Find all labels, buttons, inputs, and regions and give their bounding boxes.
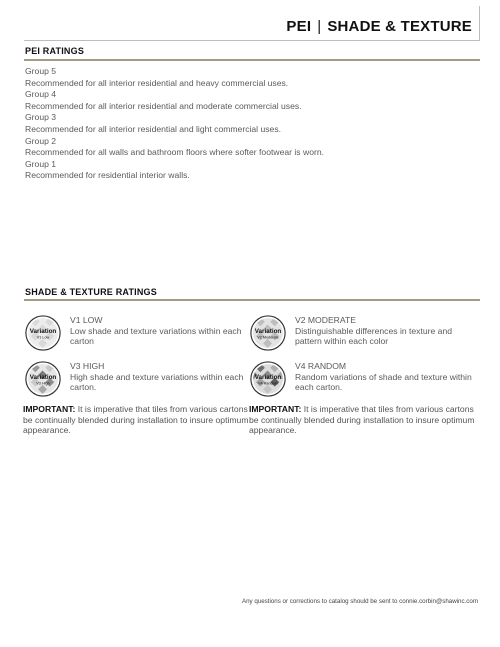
variation-name: V2 MODERATE [295,315,356,325]
page-title-shade-texture: SHADE & TEXTURE [327,18,472,35]
variation-v3-high-icon [25,361,61,397]
shade-texture-ratings-heading: SHADE & TEXTURE RATINGS [25,287,157,297]
variation-v1-low-icon [25,315,61,351]
important-label: IMPORTANT: [249,404,302,414]
pei-group-description: Recommended for residential interior walls. [25,170,190,181]
pei-group-5 [25,66,475,89]
variation-description: Low shade and texture variations within each carton [70,325,242,347]
page-header [0,0,500,42]
pei-group-name: Group 2 [25,135,57,146]
page-title-pei: PEI [286,18,312,35]
variation-icon-label: Variation [29,328,57,335]
page-title-separator: | [317,18,322,35]
pei-group-description: Recommended for all interior residential and moderate commercial uses. [25,100,302,111]
variation-text [295,315,475,347]
pei-ratings-list [25,66,475,182]
variation-text [295,361,475,393]
header-vertical-rule [479,6,480,40]
pei-group-description: Recommended for all interior residential and heavy commercial uses. [25,77,289,88]
variation-icon-sublabel: V3 High [36,381,50,386]
pei-ratings-rule [24,59,480,61]
important-note-right [249,404,481,436]
pei-group-4 [25,89,475,112]
variation-text [70,361,250,393]
pei-group-2 [25,136,475,159]
pei-group-description: Recommended for all interior residential and light commercial uses. [25,123,282,134]
variation-icon-sublabel: V2 Moderate [257,335,279,340]
variation-name: V4 RANDOM [295,361,347,371]
variation-icon-sublabel: V4 Random [258,381,278,386]
variation-name: V3 HIGH [70,361,105,371]
variation-description: Distinguishable differences in texture and pattern within each color [295,325,453,347]
pei-group-description: Recommended for all walls and bathroom floors where softer footwear is worn. [25,147,325,158]
pei-group-name: Group 1 [25,158,57,169]
variation-text [70,315,250,347]
pei-group-3 [25,112,475,135]
pei-group-name: Group 4 [25,89,57,100]
variation-v4-random-icon [250,361,286,397]
important-note-left [23,404,255,436]
variation-icon-label: Variation [254,328,282,335]
variation-v2-moderate-icon [250,315,286,351]
important-label: IMPORTANT: [23,404,76,414]
variation-icon-sublabel: V1 Low [36,335,50,340]
pei-group-name: Group 3 [25,112,57,123]
page-title [286,18,472,35]
variation-icon-label: Variation [254,374,282,381]
pei-group-name: Group 5 [25,66,57,76]
footer-contact-note: Any questions or corrections to catalog should be sent to connie.corbin@shawinc.com [241,598,478,605]
variation-name: V1 LOW [70,315,103,325]
variation-icon-label: Variation [29,374,57,381]
header-horizontal-rule [24,40,480,41]
pei-group-1 [25,159,475,182]
important-text: It is imperative that tiles from various cartons be continually blended during installation to insure optimum appearance. [23,404,249,436]
pei-ratings-heading: PEI RATINGS [25,46,85,56]
important-text: It is imperative that tiles from various cartons be continually blended during installation to insure optimum appearance. [249,404,475,436]
shade-texture-ratings-rule [24,299,480,301]
variation-description: Random variations of shade and texture within each carton. [295,371,472,393]
variation-description: High shade and texture variations within each carton. [70,371,244,393]
